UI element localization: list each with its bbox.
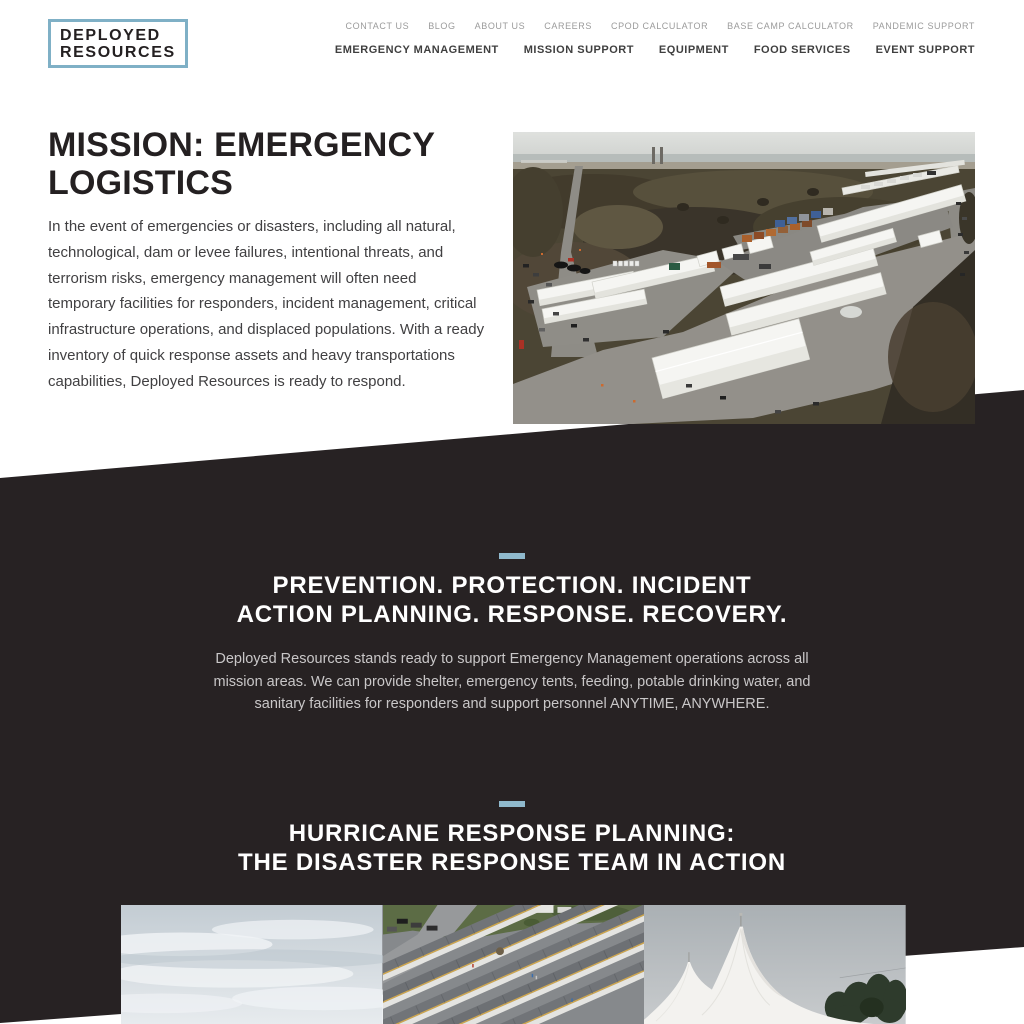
blue-divider-hurricane: [499, 801, 525, 807]
page-title: [48, 126, 435, 202]
gallery-image-cloudy-sky: [121, 905, 383, 1024]
gallery-image-white-tent-peak: [644, 905, 906, 1024]
nav-equipment[interactable]: EQUIPMENT: [658, 44, 729, 56]
logo-text-line2: RESOURCES: [60, 44, 176, 61]
mission-section-title-line2: ACTION PLANNING. RESPONSE. RECOVERY.: [236, 600, 788, 628]
aerial-base-camp-illustration: [513, 132, 975, 424]
page-title-line1: MISSION: EMERGENCY: [48, 126, 436, 164]
hurricane-section-title-line2: THE DISASTER RESPONSE TEAM IN ACTION: [238, 848, 786, 876]
logo[interactable]: [48, 19, 188, 68]
mission-section-title: [0, 572, 1024, 629]
cloudy-sky-illustration: [121, 905, 383, 1024]
mission-section-paragraph: Deployed Resources stands ready to support Emergency Management operations across all mission areas. We can provide shelter, emergency tents, feeding, potable drinking water, and sanitary facilities for responders and support personnel ANYTIME, ANYWHERE.: [213, 651, 811, 713]
nav-careers[interactable]: CAREERS: [544, 21, 592, 31]
hero-image-aerial-base-camp: [513, 132, 975, 424]
nav-emergency-management[interactable]: EMERGENCY MANAGEMENT: [334, 44, 499, 56]
logo-text-line1: DEPLOYED: [60, 27, 161, 44]
tent-peak-illustration: [644, 905, 906, 1024]
nav-about-us[interactable]: ABOUT US: [474, 21, 526, 31]
nav-base-camp-calculator[interactable]: BASE CAMP CALCULATOR: [727, 21, 854, 31]
nav-contact-us[interactable]: CONTACT US: [345, 21, 410, 31]
nav-blog[interactable]: BLOG: [428, 21, 456, 31]
nav-mission-support[interactable]: MISSION SUPPORT: [523, 44, 634, 56]
container-housing-illustration: [383, 905, 645, 1024]
gallery-image-container-housing-aerial: [383, 905, 645, 1024]
nav-event-support[interactable]: EVENT SUPPORT: [875, 44, 975, 56]
page-title-line2: LOGISTICS: [48, 164, 234, 202]
nav-cpod-calculator[interactable]: CPOD CALCULATOR: [610, 21, 709, 31]
main-nav: [335, 44, 975, 56]
nav-food-services[interactable]: FOOD SERVICES: [753, 44, 851, 56]
header-navigation: [335, 21, 975, 56]
gallery-row: [121, 905, 906, 1024]
nav-pandemic-support[interactable]: PANDEMIC SUPPORT: [872, 21, 975, 31]
hurricane-section-title-line1: HURRICANE RESPONSE PLANNING:: [288, 820, 736, 847]
utility-nav: [335, 21, 975, 31]
hurricane-section-title: [0, 820, 1024, 877]
hero-paragraph: In the event of emergencies or disasters, including all natural, technological, dam or levee failures, intentional threats, and terrorism risks, emergency management will often need temporary facilities for responders, incident management, critical infrastructure operations, and displaced populations. With a ready inventory of quick response assets and heavy transportations capabilities, Deployed Resources is ready to respond.: [48, 218, 485, 390]
mission-section-title-line1: PREVENTION. PROTECTION. INCIDENT: [272, 572, 752, 599]
blue-divider-mission: [499, 553, 525, 559]
